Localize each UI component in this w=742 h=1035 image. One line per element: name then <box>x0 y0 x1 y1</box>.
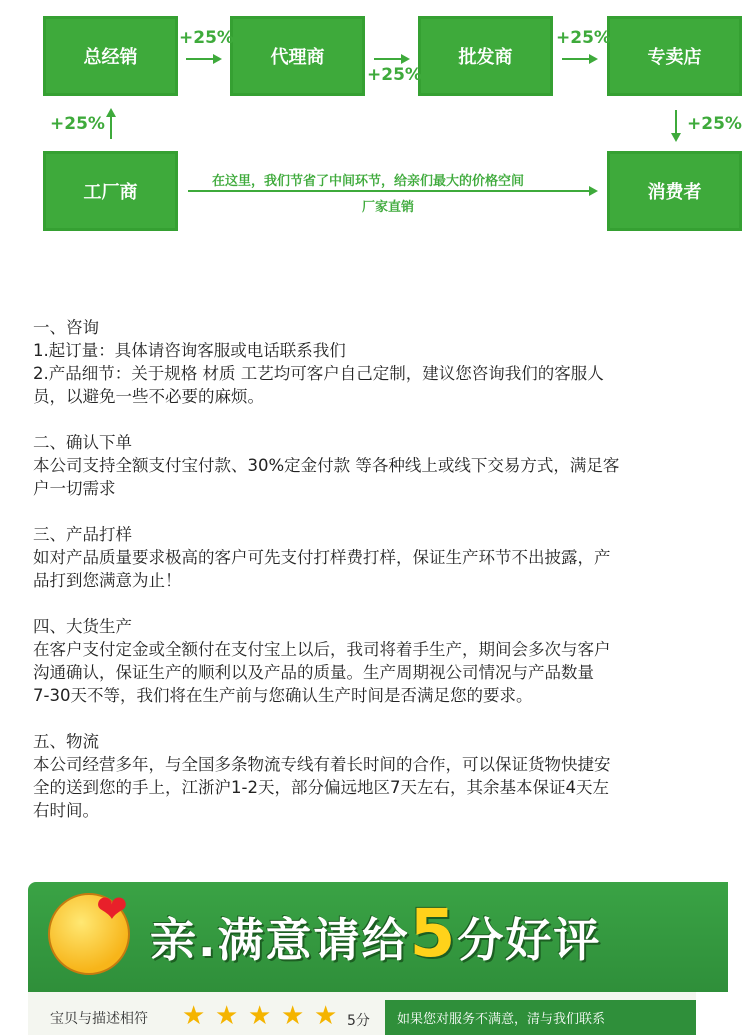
arrow-right <box>188 190 596 192</box>
heart-icon: ❤ <box>96 887 128 931</box>
section-line: 本公司经营多年，与全国多条物流专线有着长时间的合作，可以保证货物快捷安 <box>33 755 611 774</box>
rating-score: 5分 <box>347 1013 370 1029</box>
section-line: 7-30天不等，我们将在生产前与您确认生产时间是否满足您的要求。 <box>33 686 533 705</box>
section-line: 右时间。 <box>33 801 99 820</box>
section-line: 本公司支持全额支付宝付款、30%定金付款 等各种线上或线下交易方式，满足客 <box>33 456 620 475</box>
markup-label: +25% <box>50 114 105 134</box>
section-sample <box>33 523 733 592</box>
section-line: 2.产品细节：关于规格 材质 工艺均可客户自己定制，建议您咨询我们的客服人 <box>33 364 604 383</box>
section-production <box>33 615 733 707</box>
star-icon: ★ <box>215 1001 239 1031</box>
node-store: 专卖店 <box>607 16 742 96</box>
direct-line-caption: 在这里，我们节省了中间环节，给亲们最大的价格空间 <box>212 174 525 189</box>
slogan-text: 亲.满意请给 <box>150 913 410 967</box>
direct-line-label: 厂家直销 <box>362 200 415 215</box>
markup-label: +25% <box>179 28 234 48</box>
section-line: 户一切需求 <box>33 479 116 498</box>
arrow-right <box>562 58 596 60</box>
node-factory: 工厂商 <box>43 151 178 231</box>
slogan-text: 分好评 <box>457 913 602 967</box>
section-order <box>33 431 733 500</box>
arrow-right <box>374 58 408 60</box>
section-heading: 三、产品打样 <box>33 525 132 544</box>
banner-slogan <box>150 895 601 972</box>
node-agent: 代理商 <box>230 16 365 96</box>
section-heading: 二、确认下单 <box>33 433 132 452</box>
section-line: 全的送到您的手上，江浙沪1-2天，部分偏远地区7天左右，其余基本保证4天左 <box>33 778 609 797</box>
section-consult <box>33 316 733 408</box>
section-line: 1.起订量：具体请咨询客服或电话联系我们 <box>33 341 346 360</box>
arrow-right <box>186 58 220 60</box>
section-heading: 五、物流 <box>33 732 99 751</box>
section-line: 员，以避免一些不必要的麻烦。 <box>33 387 264 406</box>
star-icon: ★ <box>182 1001 206 1031</box>
section-heading: 一、咨询 <box>33 318 99 337</box>
star-icon: ★ <box>314 1001 338 1031</box>
section-logistics <box>33 730 733 822</box>
star-icon: ★ <box>248 1001 272 1031</box>
section-line: 如对产品质量要求极高的客户可先支付打样费打样，保证生产环节不出披露，产 <box>33 548 611 567</box>
slogan-highlight: 5 <box>409 895 458 972</box>
arrow-up <box>110 112 112 139</box>
section-heading: 四、大货生产 <box>33 617 132 636</box>
markup-label: +25% <box>367 65 422 85</box>
info-document <box>33 316 733 845</box>
rating-label: 宝贝与描述相符 <box>50 1011 148 1027</box>
node-wholesaler: 批发商 <box>418 16 553 96</box>
arrow-down <box>675 110 677 138</box>
section-line: 品打到您满意为止！ <box>33 571 182 590</box>
node-distributor: 总经销 <box>43 16 178 96</box>
section-line: 在客户支付定金或全额付在支付宝上以后，我司将着手生产，期间会多次与客户 <box>33 640 611 659</box>
markup-label: +25% <box>687 114 742 134</box>
markup-label: +25% <box>556 28 611 48</box>
contact-notice: 如果您对服务不满意，清与我们联系 <box>385 1000 696 1035</box>
section-line: 沟通确认，保证生产的顺利以及产品的质量。生产周期视公司情况与产品数量 <box>33 663 594 682</box>
star-icon: ★ <box>281 1001 305 1031</box>
node-consumer: 消费者 <box>607 151 742 231</box>
